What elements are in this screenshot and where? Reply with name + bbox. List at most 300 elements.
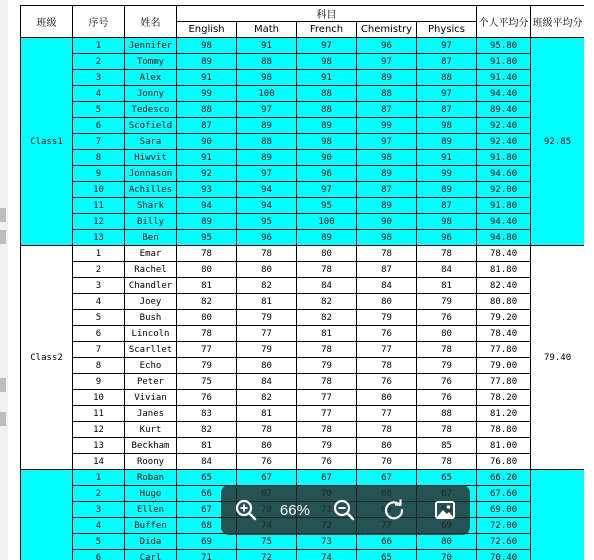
header-subjects: 科目 — [177, 6, 477, 22]
table-row — [21, 470, 585, 486]
student-name-cell: Jonnason — [125, 166, 177, 182]
score-cell: 82 — [297, 310, 357, 326]
table-row — [21, 454, 585, 470]
rotate-icon — [383, 499, 405, 521]
score-cell: 78 — [297, 262, 357, 278]
zoom-in-icon — [235, 499, 257, 521]
score-cell: 94 — [237, 198, 297, 214]
score-cell: 97 — [297, 38, 357, 54]
table-row — [21, 534, 585, 550]
table-row — [21, 54, 585, 70]
score-cell: 89 — [237, 150, 297, 166]
score-cell: 74 — [297, 550, 357, 560]
score-cell: 78 — [357, 358, 417, 374]
table-row — [21, 166, 585, 182]
score-cell: 84 — [237, 374, 297, 390]
score-cell: 83 — [177, 406, 237, 422]
score-cell: 76 — [357, 374, 417, 390]
table-row — [21, 102, 585, 118]
score-cell: 96 — [297, 166, 357, 182]
student-name-cell: Kurt — [125, 422, 177, 438]
score-cell: 97 — [417, 38, 477, 54]
score-cell: 79 — [237, 342, 297, 358]
score-cell: 85 — [417, 438, 477, 454]
score-cell: 65 — [417, 470, 477, 486]
class-avg-cell — [531, 470, 584, 560]
rotate-button[interactable] — [377, 493, 411, 527]
personal-avg-cell: 94.80 — [477, 230, 531, 246]
seq-cell: 2 — [73, 262, 125, 278]
score-cell: 89 — [417, 182, 477, 198]
personal-avg-cell: 92.40 — [477, 134, 531, 150]
student-name-cell: Achilles — [125, 182, 177, 198]
student-name-cell: Lincoln — [125, 326, 177, 342]
personal-avg-cell: 92.00 — [477, 182, 531, 198]
score-cell: 98 — [177, 38, 237, 54]
student-name-cell: Alex — [125, 70, 177, 86]
score-cell: 98 — [417, 118, 477, 134]
score-sheet-image — [20, 5, 584, 560]
student-name-cell: Tedesco — [125, 102, 177, 118]
score-cell: 97 — [237, 102, 297, 118]
student-name-cell: Billy — [125, 214, 177, 230]
table-row — [21, 294, 585, 310]
score-cell: 66 — [177, 486, 237, 502]
score-cell: 98 — [297, 54, 357, 70]
seq-cell: 5 — [73, 534, 125, 550]
seq-cell: 7 — [73, 342, 125, 358]
student-name-cell: Chandler — [125, 278, 177, 294]
personal-avg-cell: 91.80 — [477, 198, 531, 214]
edge-marker — [0, 230, 6, 244]
personal-avg-cell: 91.80 — [477, 54, 531, 70]
score-cell: 79 — [177, 358, 237, 374]
score-cell: 76 — [297, 454, 357, 470]
student-name-cell: Vivian — [125, 390, 177, 406]
score-cell: 80 — [357, 294, 417, 310]
score-cell: 98 — [357, 230, 417, 246]
personal-avg-cell: 69.00 — [477, 502, 531, 518]
score-cell: 76 — [237, 454, 297, 470]
score-cell: 70 — [357, 454, 417, 470]
score-cell: 68 — [177, 518, 237, 534]
seq-cell: 10 — [73, 182, 125, 198]
score-cell: 97 — [357, 134, 417, 150]
score-cell: 97 — [357, 54, 417, 70]
score-cell: 79 — [297, 358, 357, 374]
score-cell: 97 — [297, 182, 357, 198]
student-name-cell: Buffen — [125, 518, 177, 534]
seq-cell: 12 — [73, 422, 125, 438]
score-cell: 90 — [177, 134, 237, 150]
personal-avg-cell: 78.40 — [477, 326, 531, 342]
class-name-cell: Class2 — [21, 246, 73, 470]
score-cell: 87 — [357, 262, 417, 278]
score-cell: 98 — [357, 150, 417, 166]
student-name-cell: Scofield — [125, 118, 177, 134]
score-cell: 95 — [237, 214, 297, 230]
score-cell: 91 — [177, 70, 237, 86]
score-cell: 80 — [177, 310, 237, 326]
score-cell: 88 — [237, 54, 297, 70]
header-subject: French — [297, 22, 357, 38]
header-subject: Chemistry — [357, 22, 417, 38]
seq-cell: 3 — [73, 502, 125, 518]
score-cell: 88 — [417, 70, 477, 86]
score-cell: 89 — [357, 70, 417, 86]
personal-avg-cell: 72.00 — [477, 518, 531, 534]
seq-cell: 12 — [73, 214, 125, 230]
score-cell: 78 — [297, 342, 357, 358]
score-cell: 100 — [237, 86, 297, 102]
score-cell: 87 — [417, 198, 477, 214]
header-personal-avg: 个人平均分 — [477, 6, 531, 38]
score-cell: 78 — [357, 422, 417, 438]
table-row — [21, 278, 585, 294]
score-cell: 79 — [417, 294, 477, 310]
personal-avg-cell: 94.40 — [477, 214, 531, 230]
score-cell: 78 — [417, 422, 477, 438]
table-row — [21, 198, 585, 214]
score-cell: 100 — [297, 214, 357, 230]
zoom-out-button[interactable] — [327, 493, 361, 527]
score-cell: 95 — [177, 230, 237, 246]
table-row — [21, 134, 585, 150]
student-name-cell: Ben — [125, 230, 177, 246]
personal-avg-cell: 92.40 — [477, 118, 531, 134]
score-cell: 88 — [417, 406, 477, 422]
score-cell: 89 — [297, 230, 357, 246]
score-cell: 66 — [357, 534, 417, 550]
seq-cell: 6 — [73, 326, 125, 342]
score-cell: 89 — [297, 118, 357, 134]
header-subject: Physics — [417, 22, 477, 38]
score-cell: 88 — [237, 134, 297, 150]
personal-avg-cell: 76.80 — [477, 454, 531, 470]
table-row — [21, 262, 585, 278]
score-cell: 81 — [297, 326, 357, 342]
seq-cell: 1 — [73, 470, 125, 486]
score-cell: 72 — [237, 550, 297, 560]
score-cell: 99 — [357, 118, 417, 134]
score-cell: 81 — [237, 294, 297, 310]
score-cell: 75 — [177, 374, 237, 390]
score-cell: 82 — [237, 390, 297, 406]
score-cell: 79 — [417, 358, 477, 374]
score-cell: 87 — [177, 118, 237, 134]
score-cell: 67 — [237, 470, 297, 486]
score-cell: 80 — [297, 246, 357, 262]
image-viewer-toolbar — [221, 485, 470, 535]
personal-avg-cell: 80.80 — [477, 294, 531, 310]
header-class: 班级 — [21, 6, 73, 38]
seq-cell: 8 — [73, 358, 125, 374]
score-cell: 78 — [177, 246, 237, 262]
seq-cell: 9 — [73, 166, 125, 182]
left-scroll-edge — [0, 0, 8, 560]
header-seq: 序号 — [73, 6, 125, 38]
student-name-cell: Echo — [125, 358, 177, 374]
score-cell: 89 — [417, 134, 477, 150]
score-cell: 90 — [297, 150, 357, 166]
score-cell: 75 — [237, 534, 297, 550]
score-cell: 94 — [237, 182, 297, 198]
personal-avg-cell: 70.40 — [477, 550, 531, 560]
table-row — [21, 118, 585, 134]
score-cell: 82 — [177, 422, 237, 438]
seq-cell: 5 — [73, 102, 125, 118]
student-name-cell: Sara — [125, 134, 177, 150]
student-name-cell: Tommy — [125, 54, 177, 70]
score-cell: 82 — [237, 278, 297, 294]
table-row — [21, 438, 585, 454]
edge-marker — [0, 378, 6, 392]
score-cell: 88 — [297, 86, 357, 102]
student-name-cell: Beckham — [125, 438, 177, 454]
seq-cell: 14 — [73, 454, 125, 470]
personal-avg-cell: 82.40 — [477, 278, 531, 294]
score-cell: 88 — [357, 86, 417, 102]
student-name-cell: Rachel — [125, 262, 177, 278]
score-cell: 78 — [177, 326, 237, 342]
score-cell: 80 — [357, 438, 417, 454]
table-row — [21, 550, 585, 560]
score-cell: 91 — [237, 38, 297, 54]
personal-avg-cell: 94.60 — [477, 166, 531, 182]
score-cell: 90 — [357, 214, 417, 230]
student-name-cell: Carl — [125, 550, 177, 560]
student-name-cell: Roony — [125, 454, 177, 470]
class-name-cell: Class1 — [21, 38, 73, 246]
score-cell: 80 — [417, 326, 477, 342]
score-cell: 84 — [357, 278, 417, 294]
score-cell: 79 — [297, 438, 357, 454]
score-cell: 80 — [237, 262, 297, 278]
seq-cell: 6 — [73, 118, 125, 134]
student-name-cell: Jonny — [125, 86, 177, 102]
personal-avg-cell: 79.00 — [477, 358, 531, 374]
score-cell: 96 — [357, 38, 417, 54]
score-cell: 80 — [177, 262, 237, 278]
score-table — [20, 5, 584, 560]
score-cell: 78 — [417, 342, 477, 358]
score-cell: 76 — [417, 310, 477, 326]
score-cell: 82 — [177, 294, 237, 310]
score-cell: 77 — [297, 406, 357, 422]
score-cell: 73 — [297, 534, 357, 550]
table-row — [21, 310, 585, 326]
student-name-cell: Joey — [125, 294, 177, 310]
score-cell: 80 — [237, 438, 297, 454]
score-cell: 78 — [417, 246, 477, 262]
table-row — [21, 406, 585, 422]
personal-avg-cell: 79.20 — [477, 310, 531, 326]
edge-marker — [0, 412, 6, 426]
table-row — [21, 246, 585, 262]
student-name-cell: Roban — [125, 470, 177, 486]
student-name-cell: Hiwvit — [125, 150, 177, 166]
student-name-cell: Ellen — [125, 502, 177, 518]
table-body — [21, 38, 585, 560]
score-cell: 81 — [177, 438, 237, 454]
score-cell: 93 — [177, 182, 237, 198]
seq-cell: 9 — [73, 374, 125, 390]
seq-cell: 5 — [73, 310, 125, 326]
seq-cell: 2 — [73, 486, 125, 502]
score-cell: 84 — [177, 454, 237, 470]
header-name: 姓名 — [125, 6, 177, 38]
score-cell: 84 — [297, 278, 357, 294]
seq-cell: 7 — [73, 134, 125, 150]
zoom-in-button[interactable] — [229, 493, 263, 527]
score-cell: 94 — [177, 198, 237, 214]
score-cell: 78 — [237, 246, 297, 262]
edge-marker — [0, 208, 6, 222]
score-cell: 89 — [357, 198, 417, 214]
table-row — [21, 214, 585, 230]
personal-avg-cell: 78.80 — [477, 422, 531, 438]
score-cell: 91 — [177, 150, 237, 166]
score-cell: 78 — [417, 454, 477, 470]
class-avg-cell: 92.85 — [531, 38, 584, 246]
personal-avg-cell: 78.40 — [477, 246, 531, 262]
table-row — [21, 182, 585, 198]
student-name-cell: Shark — [125, 198, 177, 214]
score-cell: 97 — [237, 166, 297, 182]
score-cell: 67 — [357, 470, 417, 486]
seq-cell: 11 — [73, 406, 125, 422]
score-cell: 87 — [357, 182, 417, 198]
score-cell: 88 — [177, 102, 237, 118]
score-cell: 81 — [417, 278, 477, 294]
score-cell: 99 — [177, 86, 237, 102]
table-row — [21, 374, 585, 390]
score-cell: 81 — [237, 406, 297, 422]
score-cell: 91 — [417, 150, 477, 166]
personal-avg-cell: 77.80 — [477, 374, 531, 390]
student-name-cell: Jennifer — [125, 38, 177, 54]
personal-avg-cell: 91.80 — [477, 150, 531, 166]
header-class-avg: 班级平均分 — [531, 6, 584, 38]
image-icon — [434, 499, 456, 521]
score-cell: 78 — [297, 374, 357, 390]
table-row — [21, 342, 585, 358]
score-cell: 80 — [417, 534, 477, 550]
score-cell: 67 — [177, 502, 237, 518]
score-cell: 76 — [177, 390, 237, 406]
table-row — [21, 230, 585, 246]
student-name-cell: Peter — [125, 374, 177, 390]
student-name-cell: Hugo — [125, 486, 177, 502]
score-cell: 95 — [297, 198, 357, 214]
score-cell: 87 — [417, 102, 477, 118]
table-row — [21, 86, 585, 102]
score-cell: 71 — [177, 550, 237, 560]
seq-cell: 4 — [73, 86, 125, 102]
table-row — [21, 390, 585, 406]
score-cell: 92 — [177, 166, 237, 182]
score-cell: 87 — [417, 54, 477, 70]
personal-avg-cell: 95.80 — [477, 38, 531, 54]
seq-cell: 4 — [73, 294, 125, 310]
student-name-cell: Scarllet — [125, 342, 177, 358]
score-cell: 76 — [357, 326, 417, 342]
score-cell: 79 — [357, 310, 417, 326]
score-cell: 77 — [297, 390, 357, 406]
view-original-button[interactable] — [428, 493, 462, 527]
score-cell: 98 — [237, 70, 297, 86]
table-row — [21, 150, 585, 166]
score-cell: 78 — [357, 246, 417, 262]
seq-cell: 8 — [73, 150, 125, 166]
seq-cell: 1 — [73, 38, 125, 54]
score-cell: 89 — [237, 118, 297, 134]
score-cell: 82 — [297, 294, 357, 310]
table-row — [21, 326, 585, 342]
personal-avg-cell: 77.80 — [477, 342, 531, 358]
table-row — [21, 70, 585, 86]
score-cell: 99 — [417, 166, 477, 182]
personal-avg-cell: 78.20 — [477, 390, 531, 406]
seq-cell: 3 — [73, 278, 125, 294]
seq-cell: 4 — [73, 518, 125, 534]
personal-avg-cell: 66.20 — [477, 470, 531, 486]
score-cell: 96 — [237, 230, 297, 246]
score-cell: 70 — [417, 550, 477, 560]
seq-cell: 10 — [73, 390, 125, 406]
seq-cell: 1 — [73, 246, 125, 262]
score-cell: 81 — [177, 278, 237, 294]
score-cell: 65 — [357, 550, 417, 560]
personal-avg-cell: 81.20 — [477, 406, 531, 422]
personal-avg-cell: 81.00 — [477, 438, 531, 454]
score-cell: 77 — [237, 326, 297, 342]
table-row — [21, 38, 585, 54]
score-cell: 77 — [177, 342, 237, 358]
personal-avg-cell: 67.60 — [477, 486, 531, 502]
score-cell: 89 — [357, 166, 417, 182]
personal-avg-cell: 72.60 — [477, 534, 531, 550]
score-cell: 65 — [177, 470, 237, 486]
score-cell: 87 — [357, 102, 417, 118]
student-name-cell: Janes — [125, 406, 177, 422]
seq-cell: 13 — [73, 230, 125, 246]
seq-cell: 13 — [73, 438, 125, 454]
personal-avg-cell: 89.40 — [477, 102, 531, 118]
score-cell: 77 — [357, 406, 417, 422]
table-row — [21, 358, 585, 374]
score-cell: 89 — [177, 214, 237, 230]
score-cell: 78 — [297, 422, 357, 438]
score-cell: 78 — [237, 422, 297, 438]
header-subject: Math — [237, 22, 297, 38]
student-name-cell: Dida — [125, 534, 177, 550]
seq-cell: 2 — [73, 54, 125, 70]
class-avg-cell: 79.40 — [531, 246, 584, 470]
student-name-cell: Bush — [125, 310, 177, 326]
score-cell: 80 — [357, 390, 417, 406]
zoom-level: 66% — [279, 501, 310, 519]
score-cell: 79 — [237, 310, 297, 326]
score-cell: 96 — [417, 230, 477, 246]
zoom-out-icon — [333, 499, 355, 521]
score-cell: 76 — [417, 390, 477, 406]
score-cell: 89 — [177, 54, 237, 70]
score-cell: 98 — [417, 214, 477, 230]
student-name-cell: Emar — [125, 246, 177, 262]
score-cell: 76 — [417, 374, 477, 390]
personal-avg-cell: 91.40 — [477, 70, 531, 86]
